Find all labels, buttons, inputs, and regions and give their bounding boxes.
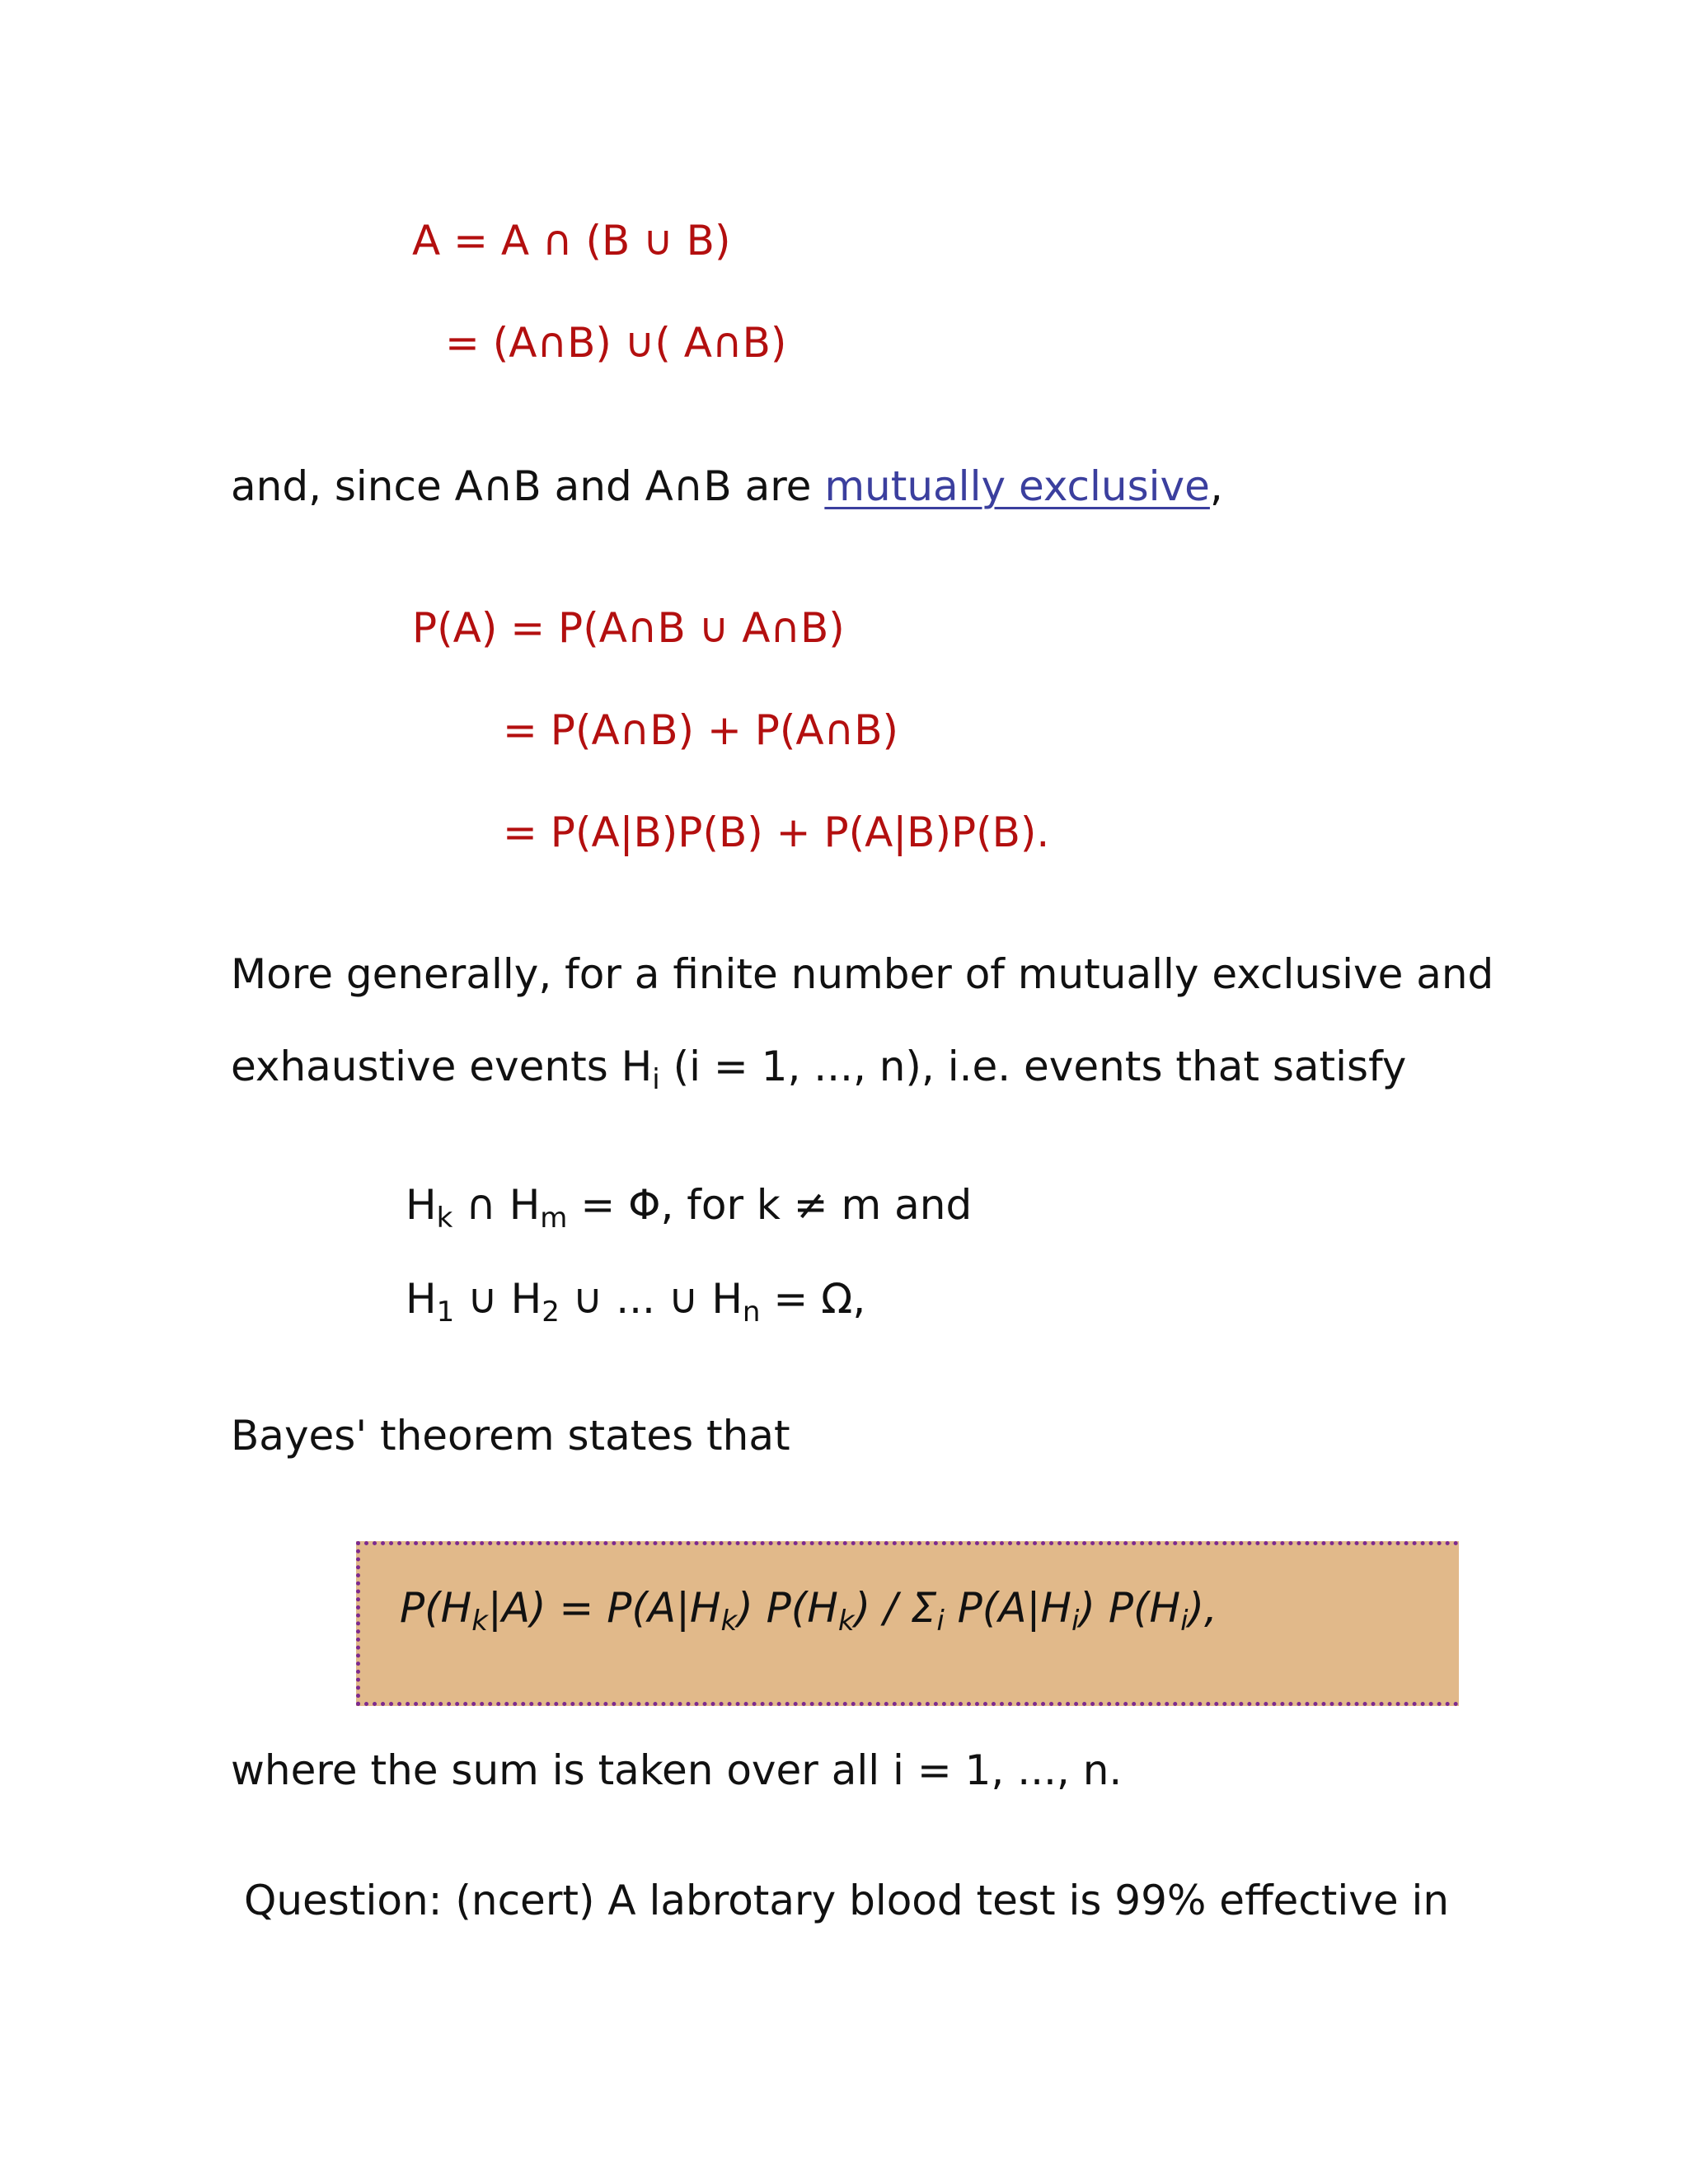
- question-text: Question: (ncert) A labrotary blood test is 99% effective in: [244, 1877, 1450, 1924]
- subscript-2: 2: [542, 1296, 560, 1329]
- formula-part: ),: [1188, 1584, 1217, 1632]
- formula-sub: k: [720, 1605, 738, 1638]
- bayes-intro: Bayes' theorem states that: [231, 1412, 790, 1460]
- bayes-formula: [400, 1583, 1217, 1638]
- derivation2-line2: = P(A∩B) + P(A∩B): [503, 706, 899, 754]
- condition-exhaustive: [406, 1274, 866, 1329]
- formula-sub: i: [936, 1605, 945, 1638]
- derivation2-line3: = P(A|B)P(B) + P(A|B)P(B).: [503, 808, 1050, 856]
- mutually-exclusive-link[interactable]: mutually exclusive: [824, 462, 1210, 510]
- formula-part: ) P(H: [1079, 1584, 1181, 1632]
- condition-disjoint: [406, 1180, 973, 1235]
- derivation1-line2: = (A∩B) ∪( A∩B): [445, 319, 787, 367]
- condition-exhaustive-rest: = Ω,: [760, 1275, 866, 1323]
- formula-sub: k: [837, 1605, 855, 1638]
- paragraph2-line2: [231, 1042, 1407, 1096]
- subscript-n: n: [742, 1296, 761, 1329]
- paragraph2-line2-post: (i = 1, ..., n), i.e. events that satisfy: [659, 1043, 1407, 1090]
- bayes-formula-box: [356, 1541, 1459, 1706]
- formula-sub: i: [1180, 1605, 1189, 1638]
- subscript-i: i: [652, 1063, 660, 1096]
- formula-part: ) / Σ: [854, 1584, 937, 1632]
- condition-exhaustive-h1: H: [406, 1275, 437, 1323]
- derivation2-line1: P(A) = P(A∩B ∪ A∩B): [412, 604, 845, 652]
- formula-sub: i: [1071, 1605, 1080, 1638]
- formula-part: |A) = P(A|H: [487, 1584, 721, 1632]
- condition-disjoint-rest: = Φ, for k ≠ m and: [567, 1181, 973, 1229]
- sum-note: where the sum is taken over all i = 1, ..., n.: [231, 1746, 1123, 1794]
- formula-part: P(H: [400, 1584, 472, 1632]
- condition-disjoint-cap: ∩ H: [452, 1181, 541, 1229]
- subscript-m: m: [540, 1202, 568, 1235]
- derivation1-line1: A = A ∩ (B ∪ B): [412, 217, 731, 265]
- sentence1: [231, 462, 1223, 511]
- sentence1-post: ,: [1209, 462, 1223, 510]
- formula-part: P(A|H: [944, 1584, 1071, 1632]
- condition-disjoint-h: H: [406, 1181, 437, 1229]
- paragraph2-line2-pre: exhaustive events H: [231, 1043, 653, 1090]
- subscript-k: k: [436, 1202, 453, 1235]
- formula-sub: k: [471, 1605, 488, 1638]
- condition-exhaustive-u1: ∪ H: [454, 1275, 542, 1323]
- paragraph2-line1: More generally, for a finite number of mutually exclusive and: [231, 950, 1494, 998]
- sentence1-pre: and, since A∩B and A∩B are: [231, 462, 825, 510]
- condition-exhaustive-u2: ∪ ... ∪ H: [559, 1275, 743, 1323]
- subscript-1: 1: [436, 1296, 455, 1329]
- formula-part: ) P(H: [737, 1584, 838, 1632]
